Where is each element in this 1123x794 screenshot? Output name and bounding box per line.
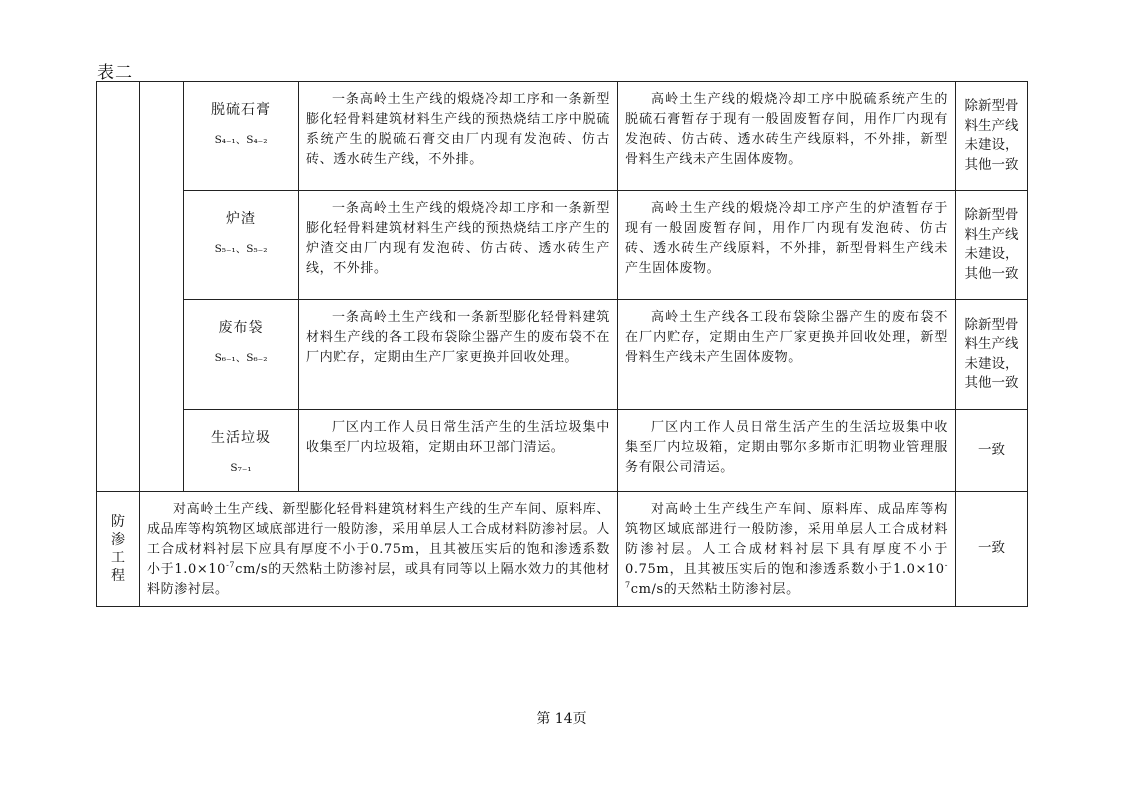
table-row-seepage xyxy=(97,492,1028,607)
waste-name-cell xyxy=(184,410,299,492)
table-caption: 表二 xyxy=(97,63,133,83)
eia-requirement-text: 一条高岭土生产线和一条新型膨化轻骨料建筑材料生产线的各工段布袋除尘器产生的废布袋不在厂内贮存，定期由生产厂家更换并回收处理。 xyxy=(306,310,610,365)
seepage-eia-exponent: -7 xyxy=(226,560,236,570)
eia-requirement-text: 一条高岭土生产线的煅烧冷却工序和一条新型膨化轻骨料建筑材料生产线的预热烧结工序中脱硫系统产生的脱硫石膏交由厂内现有发泡砖、仿古砖、透水砖生产线，不外排。 xyxy=(306,92,610,167)
seepage-actual-text-b: cm/s的天然粘土防渗衬层。 xyxy=(630,582,800,597)
category-cell-blank xyxy=(97,82,140,492)
result-cell: 除新型骨料生产线未建设，其他一致 xyxy=(956,82,1028,191)
seepage-eia-cell xyxy=(140,492,618,607)
waste-name: 炉渣 xyxy=(226,211,256,227)
waste-name: 废布袋 xyxy=(218,320,264,336)
table-row xyxy=(97,410,1028,492)
waste-code: S₅₋₁、S₅₋₂ xyxy=(214,243,268,255)
seepage-actual-text xyxy=(625,500,948,600)
waste-name: 脱硫石膏 xyxy=(211,102,271,118)
eia-requirement-text: 厂区内工作人员日常生活产生的生活垃圾集中收集至厂内垃圾箱，定期由环卫部门清运。 xyxy=(306,420,610,455)
waste-code: S₆₋₁、S₆₋₂ xyxy=(214,352,268,364)
actual-status-cell xyxy=(618,82,956,191)
waste-name-cell xyxy=(184,300,299,410)
page-number: 第 14页 xyxy=(536,711,587,727)
seepage-category-cell xyxy=(97,492,140,607)
waste-name-cell xyxy=(184,82,299,191)
actual-status-text: 高岭土生产线的煅烧冷却工序产生的炉渣暂存于现有一般固废暂存间，用作厂内现有发泡砖、仿古砖、透水砖生产线原料，不外排，新型骨料生产线未产生固体废物。 xyxy=(625,201,948,276)
seepage-category-label: 防渗工程 xyxy=(111,514,125,584)
comparison-table xyxy=(96,81,1028,607)
seepage-eia-text-a: 对高岭土生产线、新型膨化轻骨料建筑材料生产线的生产车间、原料库、成品库等构筑物区域底部进行一般防渗，采用单层人工合成材料防渗衬层。人工合成材料衬层下应具有厚度不小于0.75m，且其被压实后的饱和渗透系数小于1.0×10 xyxy=(147,502,610,577)
result-cell: 一致 xyxy=(956,410,1028,492)
table-row xyxy=(97,300,1028,410)
seepage-eia-text xyxy=(147,500,610,600)
waste-code: S₇₋₁ xyxy=(230,462,252,474)
eia-requirement-cell xyxy=(299,300,618,410)
actual-status-text: 高岭土生产线的煅烧冷却工序中脱硫系统产生的脱硫石膏暂存于现有一般固废暂存间，用作厂内现有发泡砖、仿古砖、透水砖生产线原料，不外排，新型骨料生产线未产生固体废物。 xyxy=(625,92,948,167)
table-row xyxy=(97,82,1028,191)
seepage-actual-cell xyxy=(618,492,956,607)
actual-status-text: 厂区内工作人员日常生活产生的生活垃圾集中收集至厂内垃圾箱，定期由鄂尔多斯市汇明物业管理服务有限公司清运。 xyxy=(625,420,948,475)
result-cell: 除新型骨料生产线未建设，其他一致 xyxy=(956,300,1028,410)
subcategory-cell-blank xyxy=(140,82,184,492)
eia-requirement-cell xyxy=(299,191,618,300)
seepage-actual-exponent: -7 xyxy=(625,560,948,590)
result-cell: 除新型骨料生产线未建设，其他一致 xyxy=(956,191,1028,300)
table-row xyxy=(97,191,1028,300)
seepage-actual-text-a: 对高岭土生产线生产车间、原料库、成品库等构筑物区域底部进行一般防渗，采用单层人工合成材料防渗衬层。人工合成材料衬层下具有厚度不小于0.75m，且其被压实后的饱和渗透系数小于1.0×10 xyxy=(625,502,948,577)
seepage-result-cell: 一致 xyxy=(956,492,1028,607)
actual-status-cell xyxy=(618,191,956,300)
waste-code: S₄₋₁、S₄₋₂ xyxy=(214,134,268,146)
actual-status-text: 高岭土生产线各工段布袋除尘器产生的废布袋不在厂内贮存，定期由生产厂家更换并回收处理，新型骨料生产线未产生固体废物。 xyxy=(625,310,948,365)
eia-requirement-cell xyxy=(299,82,618,191)
seepage-eia-text-b: cm/s的天然粘土防渗衬层，或具有同等以上隔水效力的其他材料防渗衬层。 xyxy=(147,562,610,597)
waste-name: 生活垃圾 xyxy=(211,430,271,446)
actual-status-cell xyxy=(618,300,956,410)
actual-status-cell xyxy=(618,410,956,492)
eia-requirement-text: 一条高岭土生产线的煅烧冷却工序和一条新型膨化轻骨料建筑材料生产线的预热烧结工序产生的炉渣交由厂内现有发泡砖、仿古砖、透水砖生产线，不外排。 xyxy=(306,201,610,276)
waste-name-cell xyxy=(184,191,299,300)
eia-requirement-cell xyxy=(299,410,618,492)
